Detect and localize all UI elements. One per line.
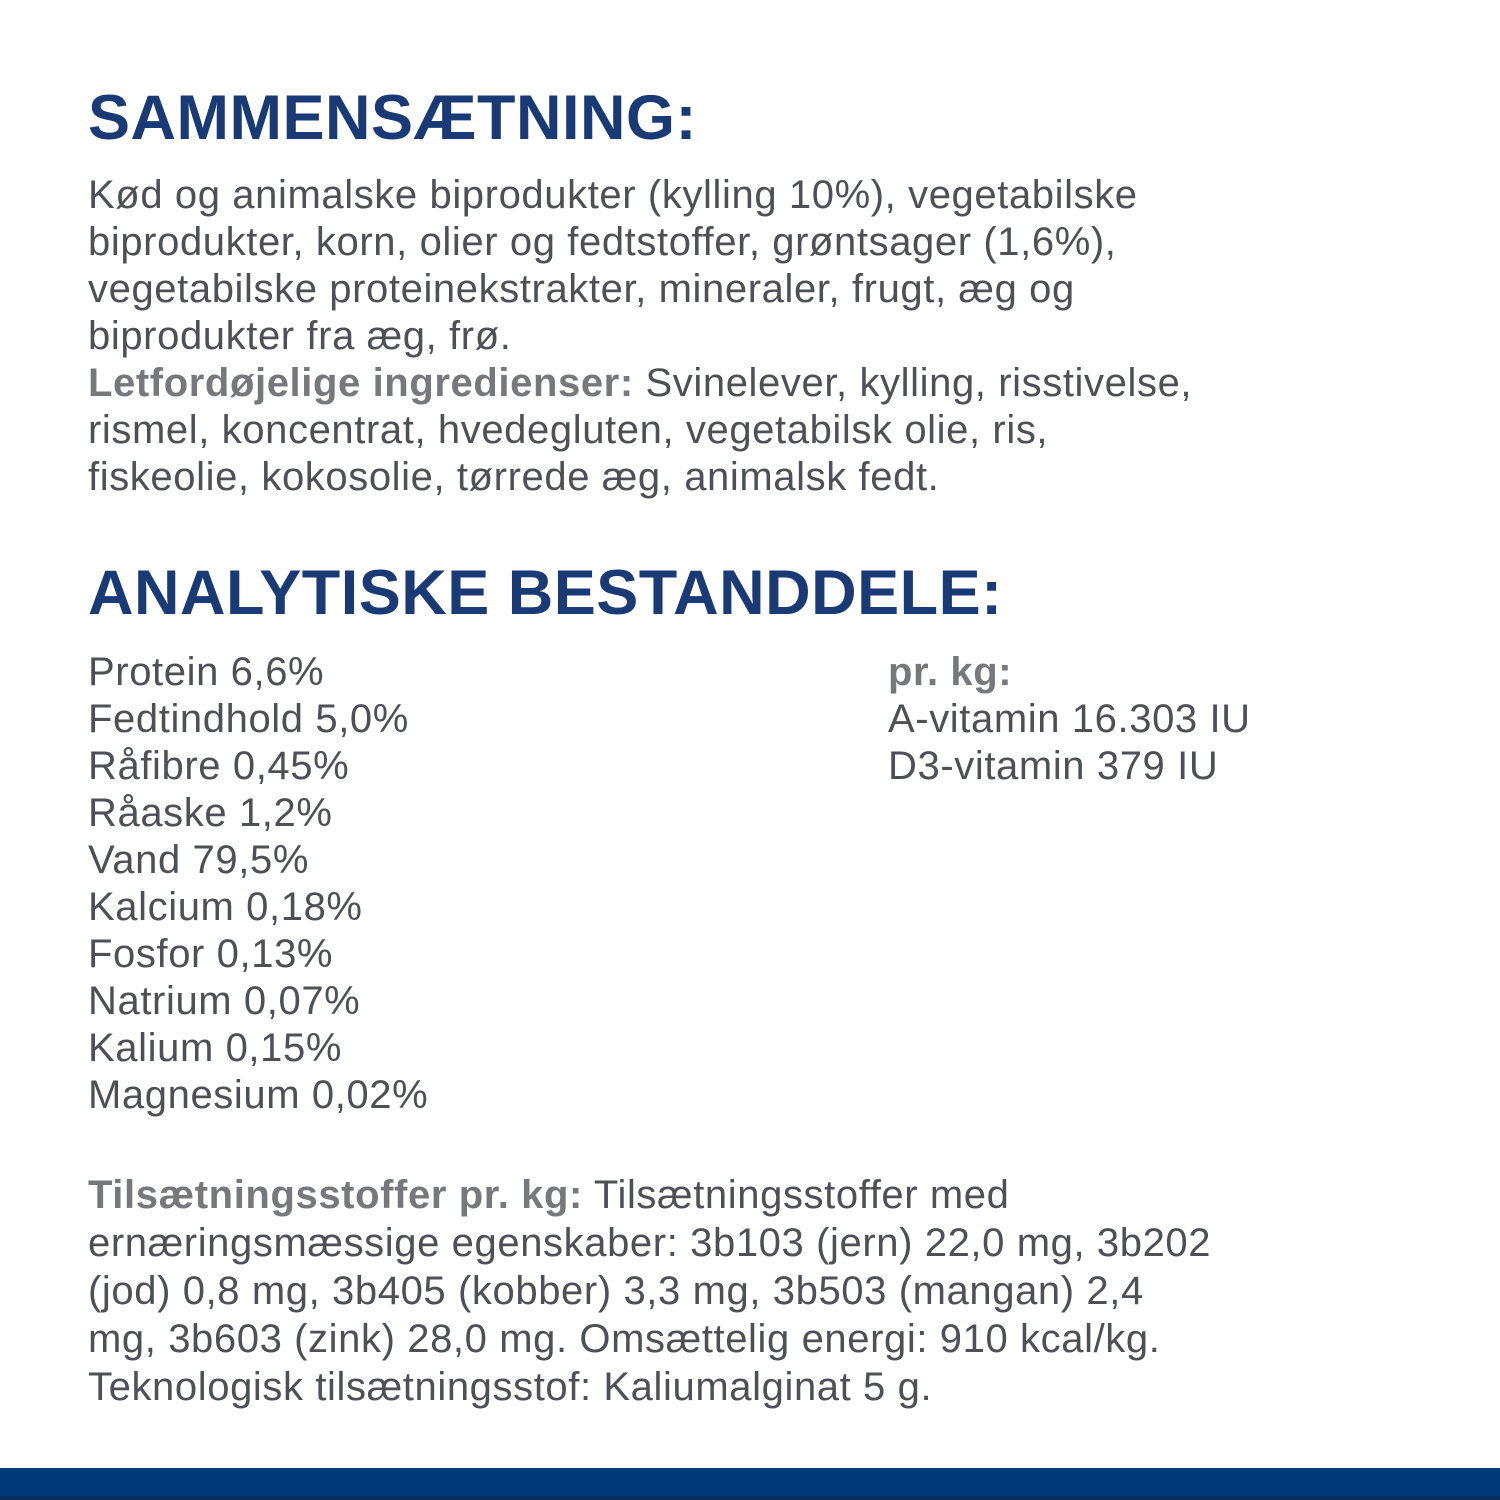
analysis-item: Vand 79,5% <box>88 838 309 883</box>
composition-heading: SAMMENSÆTNING: <box>88 83 697 153</box>
analysis-item: Natrium 0,07% <box>88 979 361 1024</box>
analysis-item: Råaske 1,2% <box>88 791 333 836</box>
analysis-item: Protein 6,6% <box>88 650 325 695</box>
composition-line: biprodukter fra æg, frø. <box>88 314 512 359</box>
additives-line <box>88 1171 1440 1219</box>
additives-text-start: Tilsætningsstoffer med <box>582 1173 1010 1218</box>
additives-line: Teknologisk tilsætningsstof: Kaliumalginat 5 g. <box>88 1365 933 1410</box>
analysis-item: Fosfor 0,13% <box>88 932 334 977</box>
per-kg-item: A-vitamin 16.303 IU <box>888 697 1251 742</box>
additives-line: mg, 3b603 (zink) 28,0 mg. Omsættelig energi: 910 kcal/kg. <box>88 1317 1161 1362</box>
analysis-item: Fedtindhold 5,0% <box>88 697 409 742</box>
analysis-item: Råfibre 0,45% <box>88 744 350 789</box>
digestible-ingredients-line <box>88 360 1440 407</box>
analysis-heading: ANALYTISKE BESTANDDELE: <box>88 558 1003 629</box>
additives-line: ernæringsmæssige egenskaber: 3b103 (jern) 22,0 mg, 3b202 <box>88 1221 1212 1266</box>
additives-label: Tilsætningsstoffer pr. kg: <box>88 1173 583 1218</box>
analysis-item: Magnesium 0,02% <box>88 1073 429 1118</box>
analysis-columns <box>88 649 1440 1119</box>
composition-text <box>88 172 1440 501</box>
composition-line: vegetabilske proteinekstrakter, mineraler, frugt, æg og <box>88 267 1075 312</box>
digestible-ingredients-label: Letfordøjelige ingredienser: <box>88 361 634 406</box>
analysis-list <box>88 649 888 1119</box>
per-kg-label: pr. kg: <box>888 650 1013 695</box>
additives-line: (jod) 0,8 mg, 3b405 (kobber) 3,3 mg, 3b503 (mangan) 2,4 <box>88 1269 1144 1314</box>
digestible-ingredients-text: Svinelever, kylling, risstivelse, <box>633 361 1193 406</box>
analysis-item: Kalcium 0,18% <box>88 885 363 930</box>
digestible-ingredients-line: fiskeolie, kokosolie, tørrede æg, animalsk fedt. <box>88 455 940 500</box>
composition-line: Kød og animalske biprodukter (kylling 10%), vegetabilske <box>88 173 1138 218</box>
per-kg-item: D3-vitamin 379 IU <box>888 744 1219 789</box>
additives-text <box>88 1171 1440 1411</box>
bottom-brand-bar <box>0 1468 1500 1500</box>
analysis-item: Kalium 0,15% <box>88 1026 342 1071</box>
per-kg-block <box>888 649 1440 1119</box>
digestible-ingredients-line: rismel, koncentrat, hvedegluten, vegetabilsk olie, ris, <box>88 408 1049 453</box>
composition-line: biprodukter, korn, olier og fedtstoffer, grøntsager (1,6%), <box>88 220 1117 265</box>
